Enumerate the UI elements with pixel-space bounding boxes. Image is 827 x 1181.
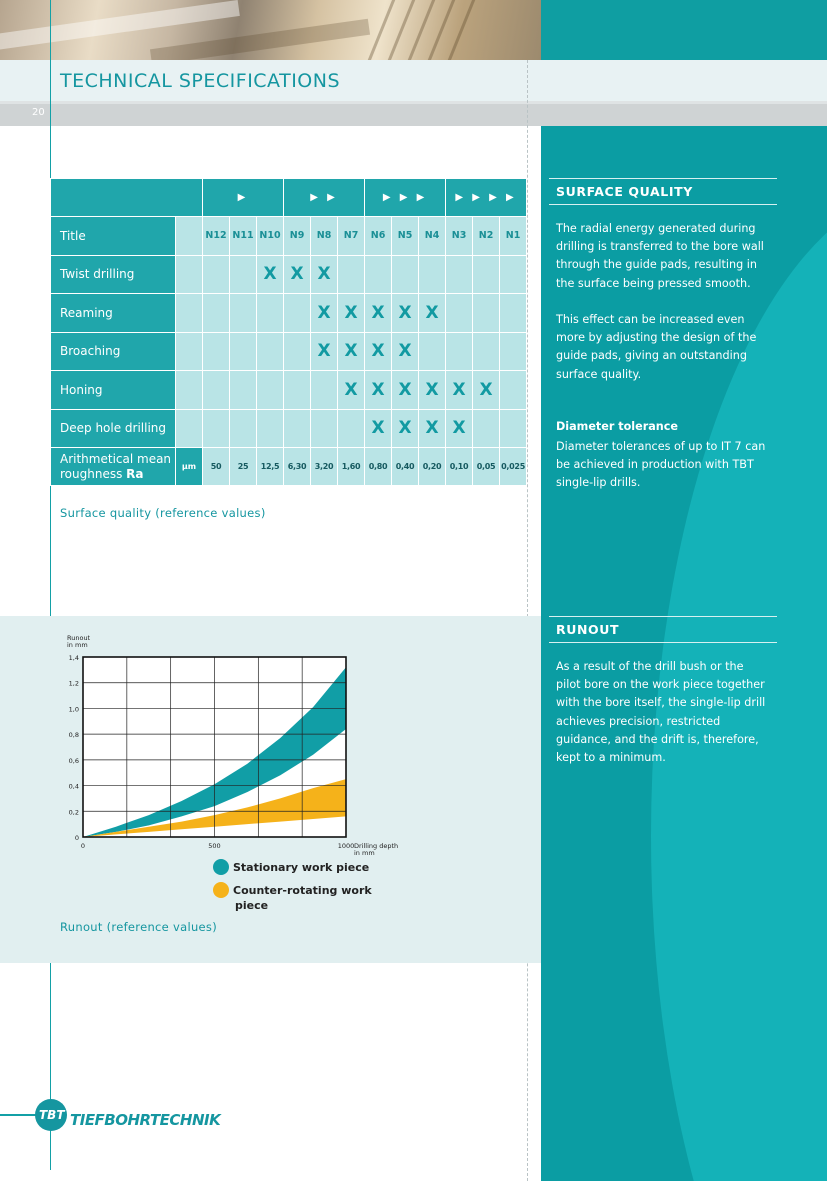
y-tick-label: 0,6 — [68, 756, 79, 765]
mark-cell — [203, 371, 230, 410]
surface-quality-para1: The radial energy generated during drilling is transferred to the bore wall through the guide pads, resulting in the surface being pressed smooth. — [556, 222, 764, 290]
mark-cell: X — [311, 255, 338, 294]
legend-label-stationary: Stationary work piece — [233, 861, 370, 874]
roughness-value: 3,20 — [311, 448, 338, 486]
mark-cell — [446, 255, 473, 294]
mark-cell — [392, 255, 419, 294]
table-cell — [176, 409, 203, 448]
mark-cell: X — [392, 371, 419, 410]
roughness-value: 0,80 — [365, 448, 392, 486]
mark-cell — [230, 255, 257, 294]
mark-cell — [473, 409, 500, 448]
table-row — [51, 294, 527, 333]
row-label: Reaming — [51, 294, 176, 333]
mark-cell — [446, 294, 473, 333]
legend-label-counter-rotating: Counter-rotating work — [233, 884, 372, 897]
mark-cell — [284, 294, 311, 333]
mark-cell — [500, 371, 527, 410]
surface-quality-table — [50, 178, 527, 486]
runout-chart — [55, 628, 425, 918]
legend-label-counter-rotating: piece — [235, 899, 269, 912]
x-axis-label: in mm — [354, 849, 375, 857]
y-tick-label: 0,8 — [68, 731, 79, 740]
mark-cell — [473, 255, 500, 294]
mark-cell: X — [473, 371, 500, 410]
mark-cell: X — [446, 409, 473, 448]
mark-cell — [473, 294, 500, 333]
mark-cell — [338, 255, 365, 294]
x-tick-label: 500 — [208, 842, 221, 850]
mark-cell: X — [365, 294, 392, 333]
mark-cell — [257, 371, 284, 410]
mark-cell — [230, 371, 257, 410]
mark-cell: X — [365, 409, 392, 448]
mark-cell: X — [392, 332, 419, 371]
table-row — [51, 255, 527, 294]
logo-mark: TBT — [39, 1108, 65, 1122]
n-class: N5 — [392, 217, 419, 256]
mark-cell — [284, 371, 311, 410]
roughness-value: 1,60 — [338, 448, 365, 486]
runout-text: As a result of the drill bush or the pilot bore on the work piece together with the bore itself, the single-lip drill achieves precision, restricted guidance, and the drift is, therefore, kept to a minimum. — [556, 660, 766, 765]
row-label: Broaching — [51, 332, 176, 371]
roughness-label-line2: roughness — [60, 466, 127, 481]
n-class: N10 — [257, 217, 284, 256]
mark-cell: X — [392, 294, 419, 333]
legend-marker-stationary — [213, 859, 229, 875]
group-header: ▶ ▶ ▶ — [365, 179, 446, 217]
chart-caption: Runout (reference values) — [60, 920, 217, 934]
roughness-value: 6,30 — [284, 448, 311, 486]
mark-cell — [500, 294, 527, 333]
table-caption: Surface quality (reference values) — [60, 506, 266, 520]
mark-cell: X — [338, 294, 365, 333]
roughness-value: 0,20 — [419, 448, 446, 486]
row-label: Honing — [51, 371, 176, 410]
mark-cell — [500, 255, 527, 294]
mark-cell — [230, 332, 257, 371]
mark-cell: X — [419, 371, 446, 410]
mark-cell — [500, 409, 527, 448]
mark-cell — [284, 409, 311, 448]
roughness-value: 12,5 — [257, 448, 284, 486]
n-class: N11 — [230, 217, 257, 256]
y-tick-label: 1,4 — [68, 654, 79, 662]
mark-cell — [203, 332, 230, 371]
table-header-row — [51, 179, 527, 217]
group-header: ▶ — [203, 179, 284, 217]
mark-cell — [338, 409, 365, 448]
n-class: N8 — [311, 217, 338, 256]
mark-cell: X — [365, 332, 392, 371]
mark-cell: X — [338, 371, 365, 410]
mark-cell — [257, 409, 284, 448]
mark-cell — [419, 255, 446, 294]
legend-marker-counter-rotating — [213, 882, 229, 898]
row-label-roughness — [51, 448, 176, 486]
n-class: N9 — [284, 217, 311, 256]
table-cell — [176, 255, 203, 294]
mark-cell: X — [446, 371, 473, 410]
mark-cell — [473, 332, 500, 371]
row-label: Twist drilling — [51, 255, 176, 294]
n-class: N12 — [203, 217, 230, 256]
margin-rule — [50, 0, 51, 1170]
mark-cell — [311, 409, 338, 448]
table-cell — [176, 217, 203, 256]
mark-cell — [419, 332, 446, 371]
table-row — [51, 448, 527, 486]
table-row — [51, 409, 527, 448]
group-header: ▶ ▶ ▶ ▶ — [446, 179, 527, 217]
table-corner — [51, 179, 203, 217]
mark-cell — [203, 409, 230, 448]
mark-cell — [500, 332, 527, 371]
header-teal-block — [541, 0, 827, 60]
runout-heading: RUNOUT — [549, 616, 777, 643]
n-class: N7 — [338, 217, 365, 256]
mark-cell — [257, 294, 284, 333]
mark-cell: X — [392, 409, 419, 448]
mark-cell — [446, 332, 473, 371]
roughness-value: 0,025 — [500, 448, 527, 486]
mark-cell — [284, 332, 311, 371]
mark-cell — [203, 255, 230, 294]
group-header: ▶ ▶ — [284, 179, 365, 217]
mark-cell — [203, 294, 230, 333]
roughness-value: 0,40 — [392, 448, 419, 486]
unit-cell: µm — [176, 448, 203, 486]
y-tick-label: 1,0 — [68, 705, 79, 714]
diameter-tolerance-text: Diameter tolerances of up to IT 7 can be achieved in production with TBT single-lip drills. — [556, 440, 766, 490]
roughness-value: 0,05 — [473, 448, 500, 486]
row-label: Title — [51, 217, 176, 256]
x-tick-label: 1000 — [337, 842, 355, 850]
y-tick-label: 0,4 — [68, 782, 79, 791]
page-number: 20 — [32, 107, 45, 118]
diameter-tolerance-heading: Diameter tolerance — [556, 420, 678, 433]
roughness-value: 0,10 — [446, 448, 473, 486]
mark-cell — [230, 294, 257, 333]
mark-cell: X — [311, 294, 338, 333]
table-row — [51, 371, 527, 410]
logo-rule — [0, 1114, 36, 1116]
table-cell — [176, 371, 203, 410]
mark-cell: X — [311, 332, 338, 371]
mark-cell: X — [419, 409, 446, 448]
y-axis-label: in mm — [67, 641, 88, 649]
roughness-value: 50 — [203, 448, 230, 486]
table-row — [51, 332, 527, 371]
header-photo — [0, 0, 541, 60]
y-axis-label: Runout — [67, 634, 91, 642]
mark-cell — [257, 332, 284, 371]
table-cell — [176, 294, 203, 333]
y-tick-label: 0,2 — [68, 808, 79, 817]
mark-cell: X — [338, 332, 365, 371]
n-class: N3 — [446, 217, 473, 256]
n-class: N2 — [473, 217, 500, 256]
n-class: N4 — [419, 217, 446, 256]
mark-cell — [230, 409, 257, 448]
n-class: N6 — [365, 217, 392, 256]
mark-cell: X — [419, 294, 446, 333]
surface-quality-heading: SURFACE QUALITY — [549, 178, 777, 205]
table-row — [51, 217, 527, 256]
x-axis-label: Drilling depth — [354, 842, 399, 850]
n-class: N1 — [500, 217, 527, 256]
roughness-label-line1: Arithmetical mean — [60, 451, 172, 466]
y-tick-label: 1,2 — [68, 679, 79, 688]
logo-wordmark: TIEFBOHRTECHNIK — [70, 1111, 221, 1129]
mark-cell: X — [284, 255, 311, 294]
roughness-symbol: Ra — [126, 466, 144, 481]
mark-cell — [365, 255, 392, 294]
page-title: TECHNICAL SPECIFICATIONS — [60, 70, 341, 92]
roughness-value: 25 — [230, 448, 257, 486]
mark-cell: X — [365, 371, 392, 410]
mark-cell: X — [257, 255, 284, 294]
page-number-band — [0, 104, 827, 126]
tbt-logo — [34, 1097, 72, 1133]
y-tick-label: 0 — [74, 834, 79, 842]
x-tick-label: 0 — [80, 842, 86, 850]
row-label: Deep hole drilling — [51, 409, 176, 448]
table-cell — [176, 332, 203, 371]
mark-cell — [311, 371, 338, 410]
surface-quality-para2: This effect can be increased even more by adjusting the design of the guide pads, giving an outstanding surface quality. — [556, 313, 757, 381]
